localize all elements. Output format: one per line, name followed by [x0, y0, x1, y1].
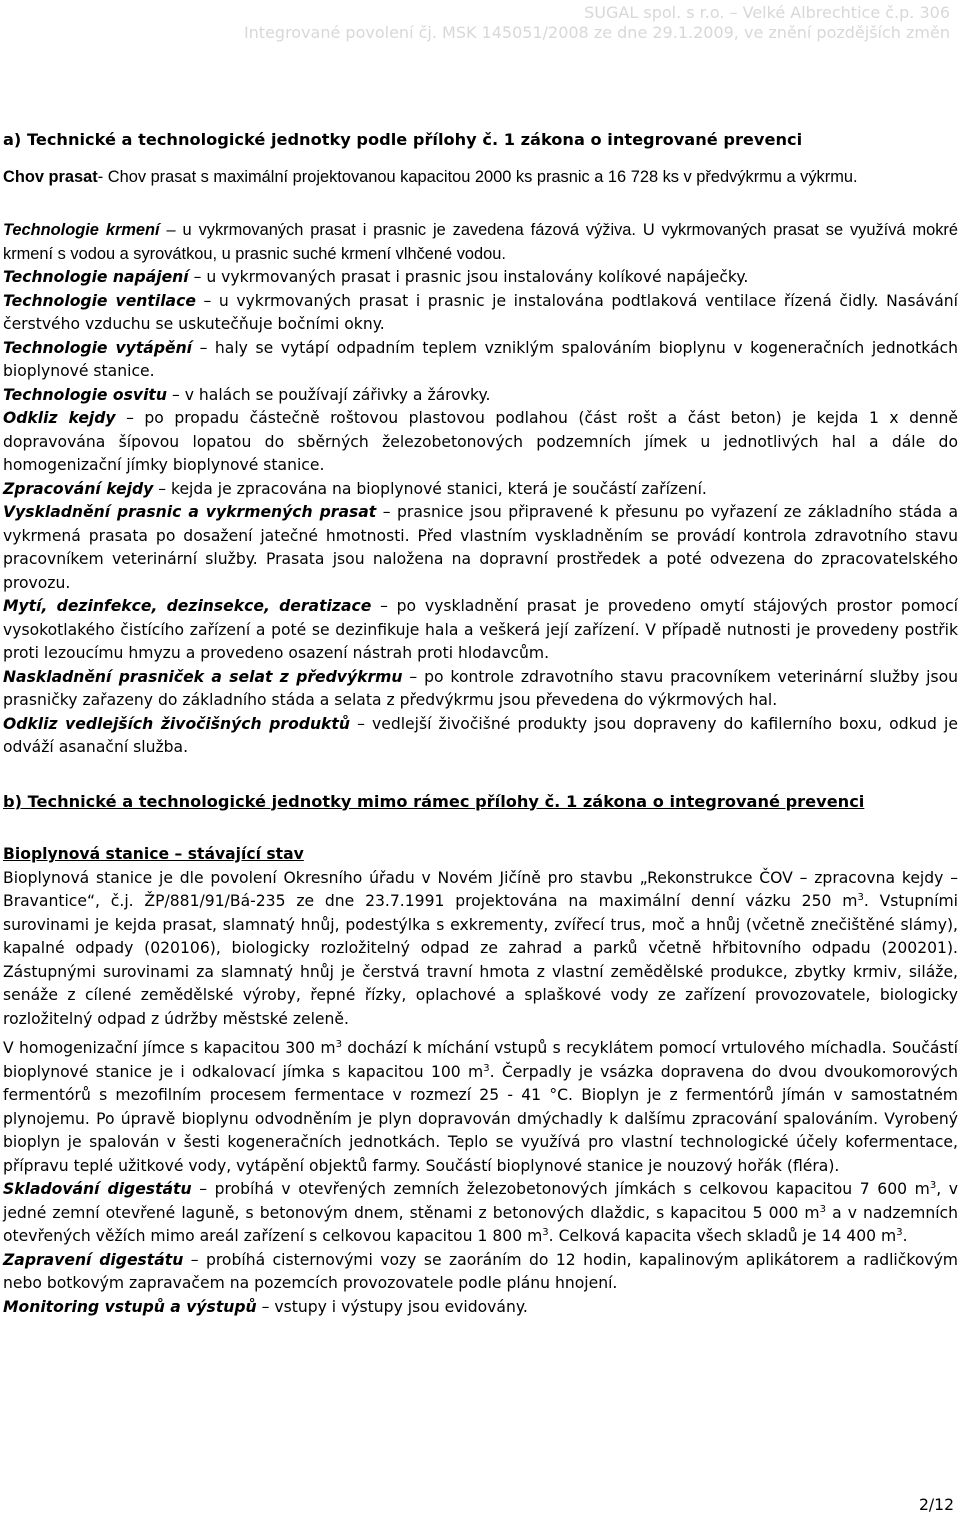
superscript-3: 3: [542, 1226, 549, 1238]
paragraph-skladovani-digestatu: [3, 1178, 958, 1249]
document-body: [3, 128, 958, 1319]
text-skladovani-a: – probíhá v otevřených zemních železobetonových jímkách s celkovou kapacitou 7 600 m: [191, 1180, 930, 1198]
paragraph-technologie-krmeni: [3, 219, 958, 266]
superscript-3: 3: [896, 1226, 903, 1238]
text-homogenizace-c: . Čerpadly je vsázka dopravena do dvou dvoukomorových fermentórů s mezofilním procesem fermentace v rozmezí 25 - 41 °C. Bioplyn je z fermentórů jímán v samostatném plynojemu. Po úpravě bioplynu odvodněním je plyn dopravován dmýchadly k dalšímu zpracování spalováním. Vyrobený bioplyn je spalován v šesti kogeneračních jednotkách. Teplo se využívá pro vlastní technologické účely kofermentace, přípravu teplé užitkové vody, vytápění objektů farmy. Součástí bioplynové stanice je nouzový hořák (fléra).: [3, 1062, 958, 1175]
text-monitoring: – vstupy i výstupy jsou evidovány.: [256, 1297, 528, 1316]
paragraph-naskladneni: [3, 666, 958, 713]
text-zapraveni-digestatu: – probíhá cisternovými vozy se zaoráním do 12 hodin, kapalinovým aplikátorem a radličkovým nebo botkovým zapravačem na pozemcích provozovatele podle plánu hnojení.: [3, 1250, 959, 1292]
paragraph-homogenizace: [3, 1037, 958, 1178]
paragraph-bioplynova-stanice: [3, 867, 958, 1032]
paragraph-odkliz-kejdy: [3, 407, 958, 478]
header-permit-line: Integrované povolení čj. MSK 145051/2008 ze dne 29.1.2009, ve znění pozdějších změn: [243, 23, 950, 42]
page-number: 2/12: [918, 1496, 954, 1514]
text-zpracovani-kejdy: – kejda je zpracována na bioplynové stanici, která je součástí zařízení.: [153, 479, 707, 498]
term-myti-dezinfekce: Mytí, dezinfekce, dezinsekce, deratizace: [3, 597, 372, 615]
paragraph-technologie-ventilace: [3, 290, 958, 337]
text-odkliz-vedlejsich: – vedlejší živočišné produkty jsou dopraveny do kafilerního boxu, odkud je odváží asanační služba.: [3, 714, 958, 756]
bioplynova-stanice-heading: Bioplynová stanice – stávající stav: [3, 845, 304, 863]
term-technologie-vytapeni: Technologie vytápění: [3, 338, 193, 357]
paragraph-technologie-napajeni: [3, 266, 958, 290]
superscript-3: 3: [819, 1203, 826, 1215]
text-bps-inputs: . Vstupními surovinami je kejda prasat, slamnatý hnůj, podestýlka s exkrementy, zvířecí trus, moč a hnůj (včetně znečištěné slámy), kapalné odpady (020106), biologicky rozložitelný odpad ze zahrad a parků včetně hřbitovního odpadu (200201). Zástupnými surovinami za slamnatý hnůj je čerstvá travní hmota z vlastní zemědělské produkce, zbytky krmiv, siláže, senáže z cílené zemědělské výroby, řepné řízky, oplachové a splaškové vody ze zařízení provozovatele, biologicky rozložitelný odpad z údržby městské zeleně.: [3, 892, 959, 1028]
text-bps-intro: Bioplynová stanice je dle povolení Okresního úřadu v Novém Jičíně pro stavbu „Rekonstrukce ČOV – zpracovna kejdy – Bravantice“, č.j. ŽP/881/91/Bá-235 ze dne 23.7.1991 projektována na maximální denní vázku 250 m: [3, 868, 958, 910]
text-homogenizace-a: V homogenizační jímce s kapacitou 300 m: [3, 1039, 336, 1057]
section-b-heading: b) Technické a technologické jednotky mimo rámec přílohy č. 1 zákona o integrované prevenci: [3, 791, 865, 811]
text-technologie-napajeni: – u vykrmovaných prasat i prasnic jsou instalovány kolíkové napáječky.: [188, 268, 749, 286]
paragraph-zapraveni-digestatu: [3, 1249, 958, 1296]
text-odkliz-kejdy: – po propadu částečně roštovou plastovou podlahou (část rošt a část beton) je kejda 1 x denně dopravována šípovou lopatou do sběrných železobetonových podzemních jímek u jednotlivých hal a dále do homogenizační jímky bioplynové stanice.: [3, 409, 958, 474]
text-technologie-krmeni: – u vykrmovaných prasat i prasnic je zavedena fázová výživa. U vykrmovaných prasat se využívá mokré krmení s vodou a syrovátkou, u prasnic suché krmení vlhčené vodou.: [3, 221, 958, 263]
term-technologie-osvitu: Technologie osvitu: [3, 385, 167, 404]
text-myti-dezinfekce: – po vyskladnění prasat je provedeno omytí stájových prostor pomocí vysokotlakého čistícího zařízení a poté se dezinfikuje hala a veškerá její zařízení. V případě nutnosti je provedeny postřik proti lezoucímu hmyzu a provedeno osazení nástrah proti hlodavcům.: [3, 597, 958, 662]
paragraph-zpracovani-kejdy: [3, 478, 958, 502]
term-monitoring: Monitoring vstupů a výstupů: [3, 1297, 257, 1316]
paragraph-vyskladneni: [3, 501, 958, 595]
term-technologie-krmeni: Technologie krmení: [3, 221, 160, 239]
superscript-3: 3: [483, 1062, 490, 1074]
section-a-heading: a) Technické a technologické jednotky podle přílohy č. 1 zákona o integrované prevenci: [3, 130, 803, 149]
paragraph-technologie-osvitu: [3, 384, 958, 408]
term-odkliz-vedlejsich: Odkliz vedlejších živočišných produktů: [3, 714, 350, 733]
text-technologie-ventilace: – u vykrmovaných prasat i prasnic je instalována podtlaková ventilace řízená čidly. Nasávání čerstvého vzduchu se uskutečňuje bočními okny.: [3, 291, 958, 333]
term-naskladneni: Naskladnění prasniček a selat z předvýkrmu: [3, 667, 403, 686]
text-technologie-osvitu: – v halách se používají zářivky a žárovky.: [167, 385, 491, 404]
page-header: [0, 0, 960, 46]
text-vyskladneni: – prasnice jsou připravené k přesunu po vyřazení ze základního stáda a vykrmená prasata po dosažení jatečné hmotnosti. Před vlastním vyskladněním se provádí kontrola zdravotního stavu pracovníkem veterinární služby. Prasata jsou naložena na dopravní prostředek a poté odvezena do zpracovatelského provozu.: [3, 503, 958, 592]
text-skladovani-b: , v jedné zemní otevřené laguně, s betonovým dnem, stěnami z betonových dlaždic, s kapacitou 5 000 m: [3, 1180, 958, 1222]
term-vyskladneni: Vyskladnění prasnic a vykrmených prasat: [3, 503, 377, 521]
term-technologie-ventilace: Technologie ventilace: [3, 291, 196, 310]
term-zapraveni-digestatu: Zapravení digestátu: [3, 1250, 184, 1269]
text-naskladneni: – po kontrole zdravotního stavu pracovníkem veterinární služby jsou prasničky zařazeny do základního stáda a selata z předvýkrmu jsou převedena do výkrmových hal.: [3, 667, 958, 709]
superscript-3: 3: [335, 1038, 342, 1050]
paragraph-myti-dezinfekce: [3, 595, 958, 666]
term-odkliz-kejdy: Odkliz kejdy: [3, 409, 116, 427]
text-skladovani-d: . Celková kapacita všech skladů je 14 400 m: [548, 1227, 897, 1245]
term-chov-prasat: Chov prasat: [3, 167, 98, 186]
superscript-3: 3: [857, 891, 864, 903]
text-skladovani-e: .: [902, 1227, 908, 1245]
paragraph-chov-prasat: [3, 166, 958, 190]
term-skladovani-digestatu: Skladování digestátu: [3, 1180, 192, 1198]
header-company-line: SUGAL spol. s r.o. – Velké Albrechtice č.p. 306: [584, 3, 950, 22]
term-zpracovani-kejdy: Zpracování kejdy: [3, 479, 154, 498]
paragraph-technologie-vytapeni: [3, 337, 958, 384]
paragraph-monitoring: [3, 1296, 958, 1320]
paragraph-odkliz-vedlejsich: [3, 713, 958, 760]
text-homogenizace-b: dochází k míchání vstupů s recyklátem pomocí vrtulového míchadla. Součástí bioplynové stanice je i odkalovací jímka s kapacitou 100 m: [3, 1039, 958, 1081]
text-technologie-vytapeni: – haly se vytápí odpadním teplem vzniklým spalováním bioplynu v kogeneračních jednotkách bioplynové stanice.: [3, 338, 958, 380]
superscript-3: 3: [929, 1179, 937, 1191]
term-technologie-napajeni: Technologie napájení: [3, 268, 189, 286]
text-skladovani-c: a v nadzemních otevřených věžích mimo areál zařízení s celkovou kapacitou 1 800 m: [3, 1203, 958, 1245]
text-chov-prasat: - Chov prasat s maximální projektovanou kapacitou 2000 ks prasnic a 16 728 ks v předvýkrmu a výkrmu.: [97, 167, 858, 186]
